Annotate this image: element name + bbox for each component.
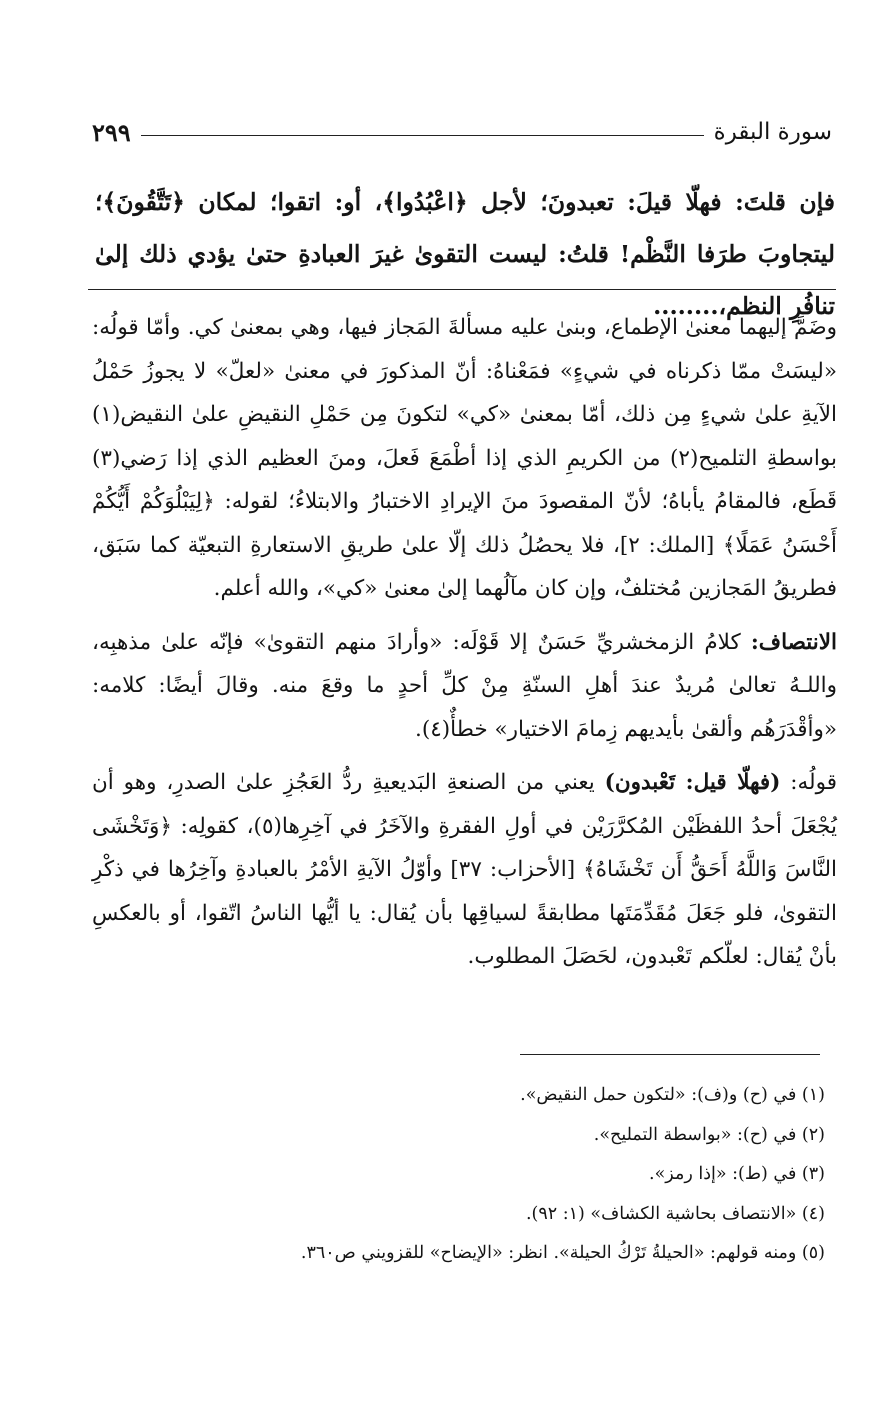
matn-divider [88, 289, 836, 290]
footnote-divider [520, 1054, 820, 1055]
running-header [92, 112, 832, 152]
footnotes [200, 1076, 825, 1274]
paragraph-3-lead: قولُه: [780, 770, 837, 795]
header-rule [141, 135, 704, 136]
footnote-item: (٥) ومنه قولهم: «الحيلةُ تَرْكُ الحيلة». انظر: «الإيضاح» للقزويني ص٣٦٠. [300, 1243, 825, 1263]
page-number: ٢٩٩ [92, 117, 131, 147]
paragraph-3-text: يعني من الصنعةِ البَديعيةِ ردُّ العَجُزِ علىٰ الصدرِ، وهو أن يُجْعَلَ أحدُ اللفظَيْن المُكرَّرَيْن في أولِ الفقرةِ والآخَرُ في آخِرِها(٥)، كقولِه: ﴿وَتَخْشَى النَّاسَ وَاللَّهُ أَحَقُّ أَن تَخْشَاهُ﴾ [الأحزاب: ٣٧] وأوّلُ الآيةِ الأمْرُ بالعبادةِ وآخِرُها في ذكْرِ التقوىٰ، فلو جَعَلَ مُقَدِّمَتَها مطابقةً لسياقِها بأن يُقال: يا أيُّها الناسُ اتّقوا، أو بالعكسِ بأنْ يُقال: لعلّكم تَعْبدون، لحَصَلَ المطلوب. [92, 770, 837, 969]
paragraph-2-text: كلامُ الزمخشريِّ حَسَنٌ إلا قَوْلَه: «وأرادَ منهم التقوىٰ» فإنّه علىٰ مذهبِه، واللـهُ تعالىٰ مُريدٌ عندَ أهلِ السنّةِ مِنْ كلِّ أحدٍ ما وقعَ منه. وقالَ أيضًا: كلامه: «وأقْدَرَهُم وألقىٰ بأيديهم زِمامَ الاختيار» خطأٌ(٤). [92, 629, 837, 742]
footnote-item: (١) في (ح) و(ف): «لتكون حمل النقيض». [520, 1085, 825, 1105]
footnote-item: (٢) في (ح): «بواسطة التمليح». [593, 1124, 825, 1145]
intisaf-label: الانتصاف: [750, 629, 837, 655]
paragraph-3 [92, 761, 837, 979]
footnote-item: (٤) «الانتصاف بحاشية الكشاف» (١: ٩٢). [525, 1203, 825, 1224]
paragraph-1: وضَمَّ إليهما معنىٰ الإطماع، وبنىٰ عليه مسألةَ المَجاز فيها، وهي بمعنىٰ كي. وأمّا قولُه: «ليسَتْ ممّا ذكرناه في شيءٍ» فمَعْناهُ: أنّ المذكورَ في معنىٰ «لعلّ» لا يجوزُ حَمْلُ الآيةِ علىٰ شيءٍ مِن ذلك، أمّا بمعنىٰ «كي» لتكونَ مِن حَمْلِ النقيضِ علىٰ النقيض(١) بواسطةِ التلميح(٢) من الكريمِ الذي إذا أطْمَعَ فَعلَ، ومنَ العظيم الذي إذا رَضي(٣) قَطَع، فالمقامُ يأباهُ؛ لأنّ المقصودَ منَ الإيرادِ الاختبارُ والابتلاءُ؛ لقوله: ﴿لِيَبْلُوَكُمْ أَيُّكُمْ أَحْسَنُ عَمَلًا﴾ [الملك: ٢]، فلا يحصُلُ ذلك إلّا علىٰ طريقِ الاستعارةِ التبعيّة كما سَبَق، فطريقُ المَجازين مُختلفٌ، وإن كان مآلُهما إلىٰ معنىٰ «كي»، والله أعلم. [92, 315, 837, 601]
surah-title: سورة البقرة [713, 119, 832, 145]
commentary-body [92, 306, 837, 989]
paragraph-2 [92, 621, 837, 752]
matn-text: فإن قلتَ: فهلّا قيلَ: تعبدونَ؛ لأجل ﴿اعْبُدُوا﴾، أو: اتقوا؛ لمكان ﴿تَتَّقُونَ﴾؛ ليتجاوبَ طرَفا النَّظْم! قلتُ: ليست التقوىٰ غيرَ العبادةِ حتىٰ يؤدي ذلك إلىٰ تنافُرِ النظم،........ [95, 188, 835, 320]
quoted-phrase: (فهلّا قيل: تَعْبدون) [604, 770, 781, 795]
footnote-item: (٣) في (ط): «إذا رمز». [649, 1164, 825, 1184]
